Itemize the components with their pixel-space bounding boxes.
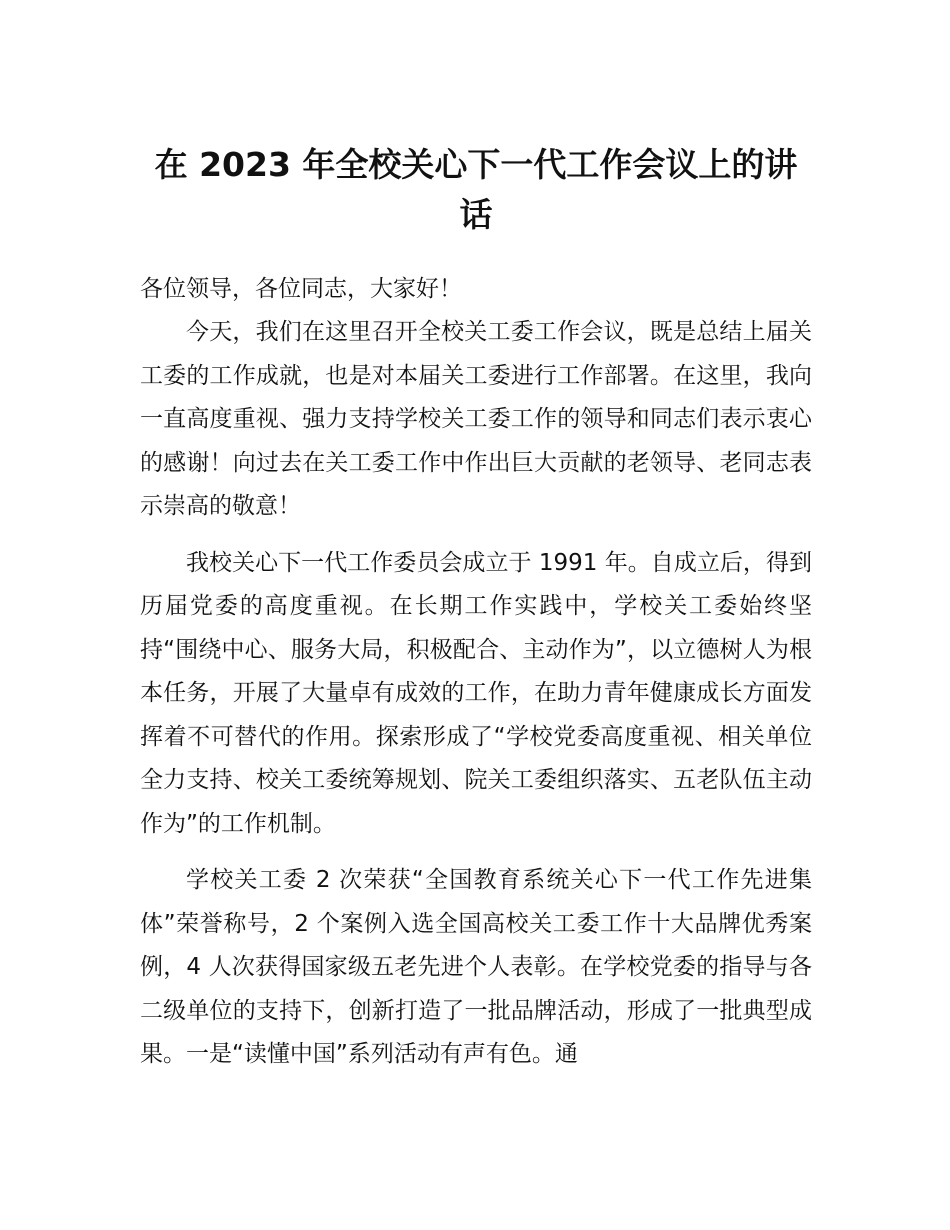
document-body — [140, 311, 812, 1077]
salutation: 各位领导，各位同志，大家好！ — [140, 276, 462, 302]
paragraph-3: 学校关工委 2 次荣获“全国教育系统关心下一代工作先进集体”荣誉称号，2 个案例入选全国高校关工委工作十大品牌优秀案例，4 人次获得国家级五老先进个人表彰。在学校党委的指导与各二级单位的支持下，创新打造了一批品牌活动，形成了一批典型成果。一是“读懂中国”系列活动有声有色。通 — [140, 867, 812, 1067]
paragraph-1: 今天，我们在这里召开全校关工委工作会议，既是总结上届关工委的工作成就，也是对本届关工委进行工作部署。在这里，我向一直高度重视、强力支持学校关工委工作的领导和同志们表示衷心的感谢！向过去在关工委工作中作出巨大贡献的老领导、老同志表示崇高的敬意！ — [140, 319, 812, 519]
document-title: 在 2023 年全校关心下一代工作会议上的讲话 — [154, 145, 798, 234]
paragraph-2: 我校关心下一代工作委员会成立于 1991 年。自成立后，得到历届党委的高度重视。在长期工作实践中，学校关工委始终坚持“围绕中心、服务大局，积极配合、主动作为”，以立德树人为根本任务，开展了大量卓有成效的工作，在助力青年健康成长方面发挥着不可替代的作用。探索形成了“学校党委高度重视、相关单位全力支持、校关工委统筹规划、院关工委组织落实、五老队伍主动作为”的工作机制。 — [140, 549, 812, 837]
document-page — [140, 140, 812, 1077]
